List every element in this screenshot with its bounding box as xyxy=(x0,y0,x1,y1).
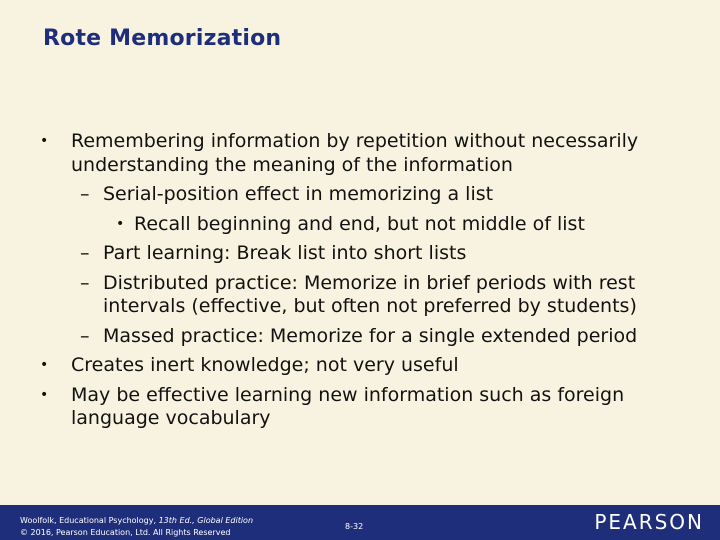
list-item-text: Creates inert knowledge; not very useful xyxy=(71,354,459,376)
bullet-list xyxy=(30,130,690,437)
dash-marker: – xyxy=(80,242,90,264)
copyright-line: © 2016, Pearson Education, Ltd. All Rights Reserved xyxy=(20,528,231,537)
pearson-logo: PEARSON xyxy=(594,510,704,534)
list-item xyxy=(30,213,690,237)
list-item-text: May be effective learning new information such as foreign language vocabulary xyxy=(71,383,625,429)
page-number: 8-32 xyxy=(345,522,364,531)
list-item xyxy=(30,384,690,431)
dash-marker: – xyxy=(80,271,90,294)
list-item xyxy=(30,325,690,349)
list-item-text: Serial-position effect in memorizing a list xyxy=(103,183,494,205)
list-item-text: Distributed practice: Memorize in brief periods with rest intervals (effective, but often not preferred by students) xyxy=(103,271,637,317)
slide-title: Rote Memorization xyxy=(43,26,282,51)
bullet-marker: • xyxy=(40,357,49,373)
citation-edition: 13th Ed., Global Edition xyxy=(158,516,254,525)
list-item-text: Massed practice: Memorize for a single extended period xyxy=(103,324,638,347)
list-item xyxy=(30,183,690,207)
list-item xyxy=(30,354,690,378)
bullet-marker: • xyxy=(116,215,125,232)
list-item-text: Remembering information by repetition without necessarily understanding the meaning of the information xyxy=(71,130,639,176)
dash-marker: – xyxy=(80,183,90,205)
list-item xyxy=(30,242,690,266)
list-item xyxy=(30,272,690,319)
list-item-text: Recall beginning and end, but not middle of list xyxy=(134,212,585,235)
citation-author: Woolfolk, Educational Psychology, xyxy=(20,516,159,525)
list-item xyxy=(30,130,690,177)
footer-bar xyxy=(0,505,720,540)
citation-line xyxy=(20,515,253,527)
footer-citation xyxy=(20,515,253,539)
bullet-marker: • xyxy=(40,133,49,149)
list-item-text: Part learning: Break list into short lists xyxy=(103,242,467,264)
bullet-marker: • xyxy=(40,386,49,403)
dash-marker: – xyxy=(80,324,90,347)
